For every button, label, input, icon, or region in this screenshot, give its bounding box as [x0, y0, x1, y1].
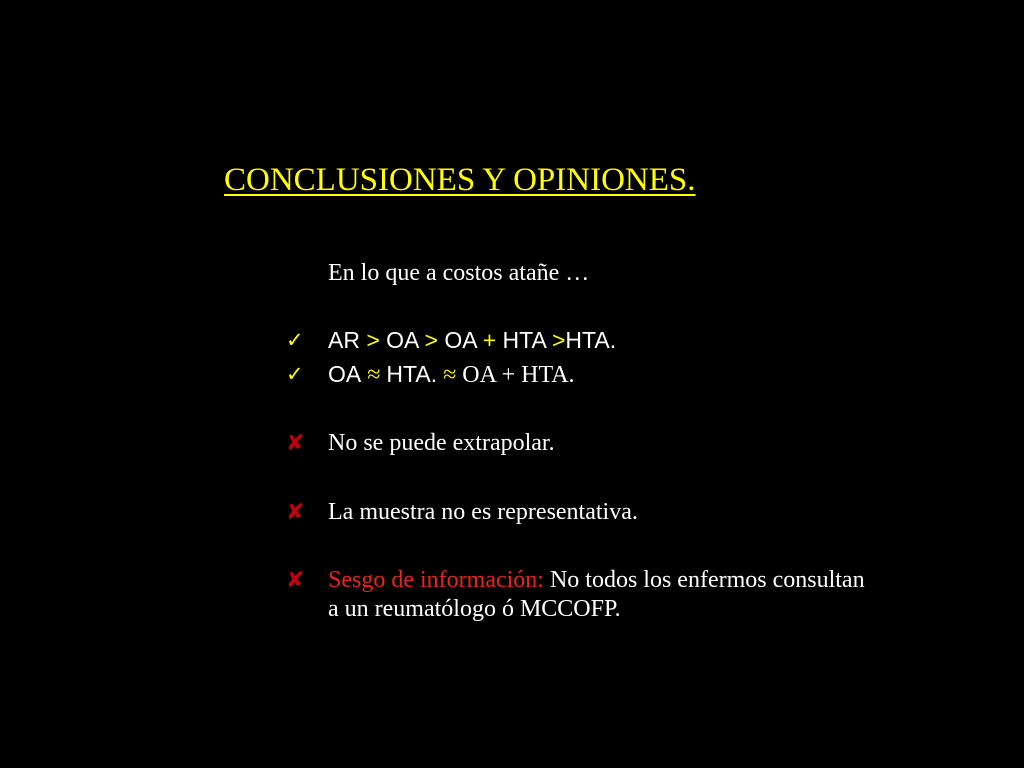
- check-icon: ✓: [286, 328, 304, 352]
- check-item-2: [286, 360, 846, 390]
- slide-title: CONCLUSIONES Y OPINIONES.: [224, 162, 696, 198]
- term-oa: OA: [328, 361, 362, 387]
- cross-item-text: No se puede extrapolar.: [328, 430, 555, 456]
- cross-item-1: [286, 429, 846, 458]
- operator-gt: >: [418, 327, 445, 353]
- intro-text: En lo que a costos atañe …: [328, 260, 590, 286]
- operator-gt: >: [359, 327, 387, 353]
- body-text: No todos los enfermos consultan a un reumatólogo ó MCCOFP.: [328, 567, 865, 622]
- check-item-text: [328, 360, 888, 390]
- term-ar: AR: [328, 327, 360, 353]
- check-item-1: [286, 326, 846, 355]
- check-item-text: [328, 326, 888, 355]
- term-oa: OA: [444, 327, 477, 353]
- cross-item-2: [286, 498, 846, 527]
- term-hta: HTA: [502, 327, 546, 353]
- operator-plus: +: [476, 327, 503, 353]
- term-oa-plus-hta: OA + HTA.: [462, 362, 575, 388]
- cross-icon: ✘: [286, 568, 305, 593]
- cross-item-3: [286, 566, 865, 624]
- cross-item-text: La muestra no es representativa.: [328, 499, 638, 525]
- check-icon: ✓: [286, 362, 304, 386]
- cross-item-text: [328, 566, 868, 624]
- term-hta: HTA.: [386, 361, 438, 387]
- term-oa: OA: [386, 327, 419, 353]
- term-hta: HTA.: [565, 327, 617, 353]
- cross-icon: ✘: [286, 500, 305, 525]
- operator-approx: ≈: [437, 362, 463, 388]
- cross-icon: ✘: [286, 431, 305, 456]
- operator-gt: >: [545, 327, 566, 353]
- highlight-text: Sesgo de información:: [328, 567, 544, 593]
- operator-approx: ≈: [361, 362, 387, 388]
